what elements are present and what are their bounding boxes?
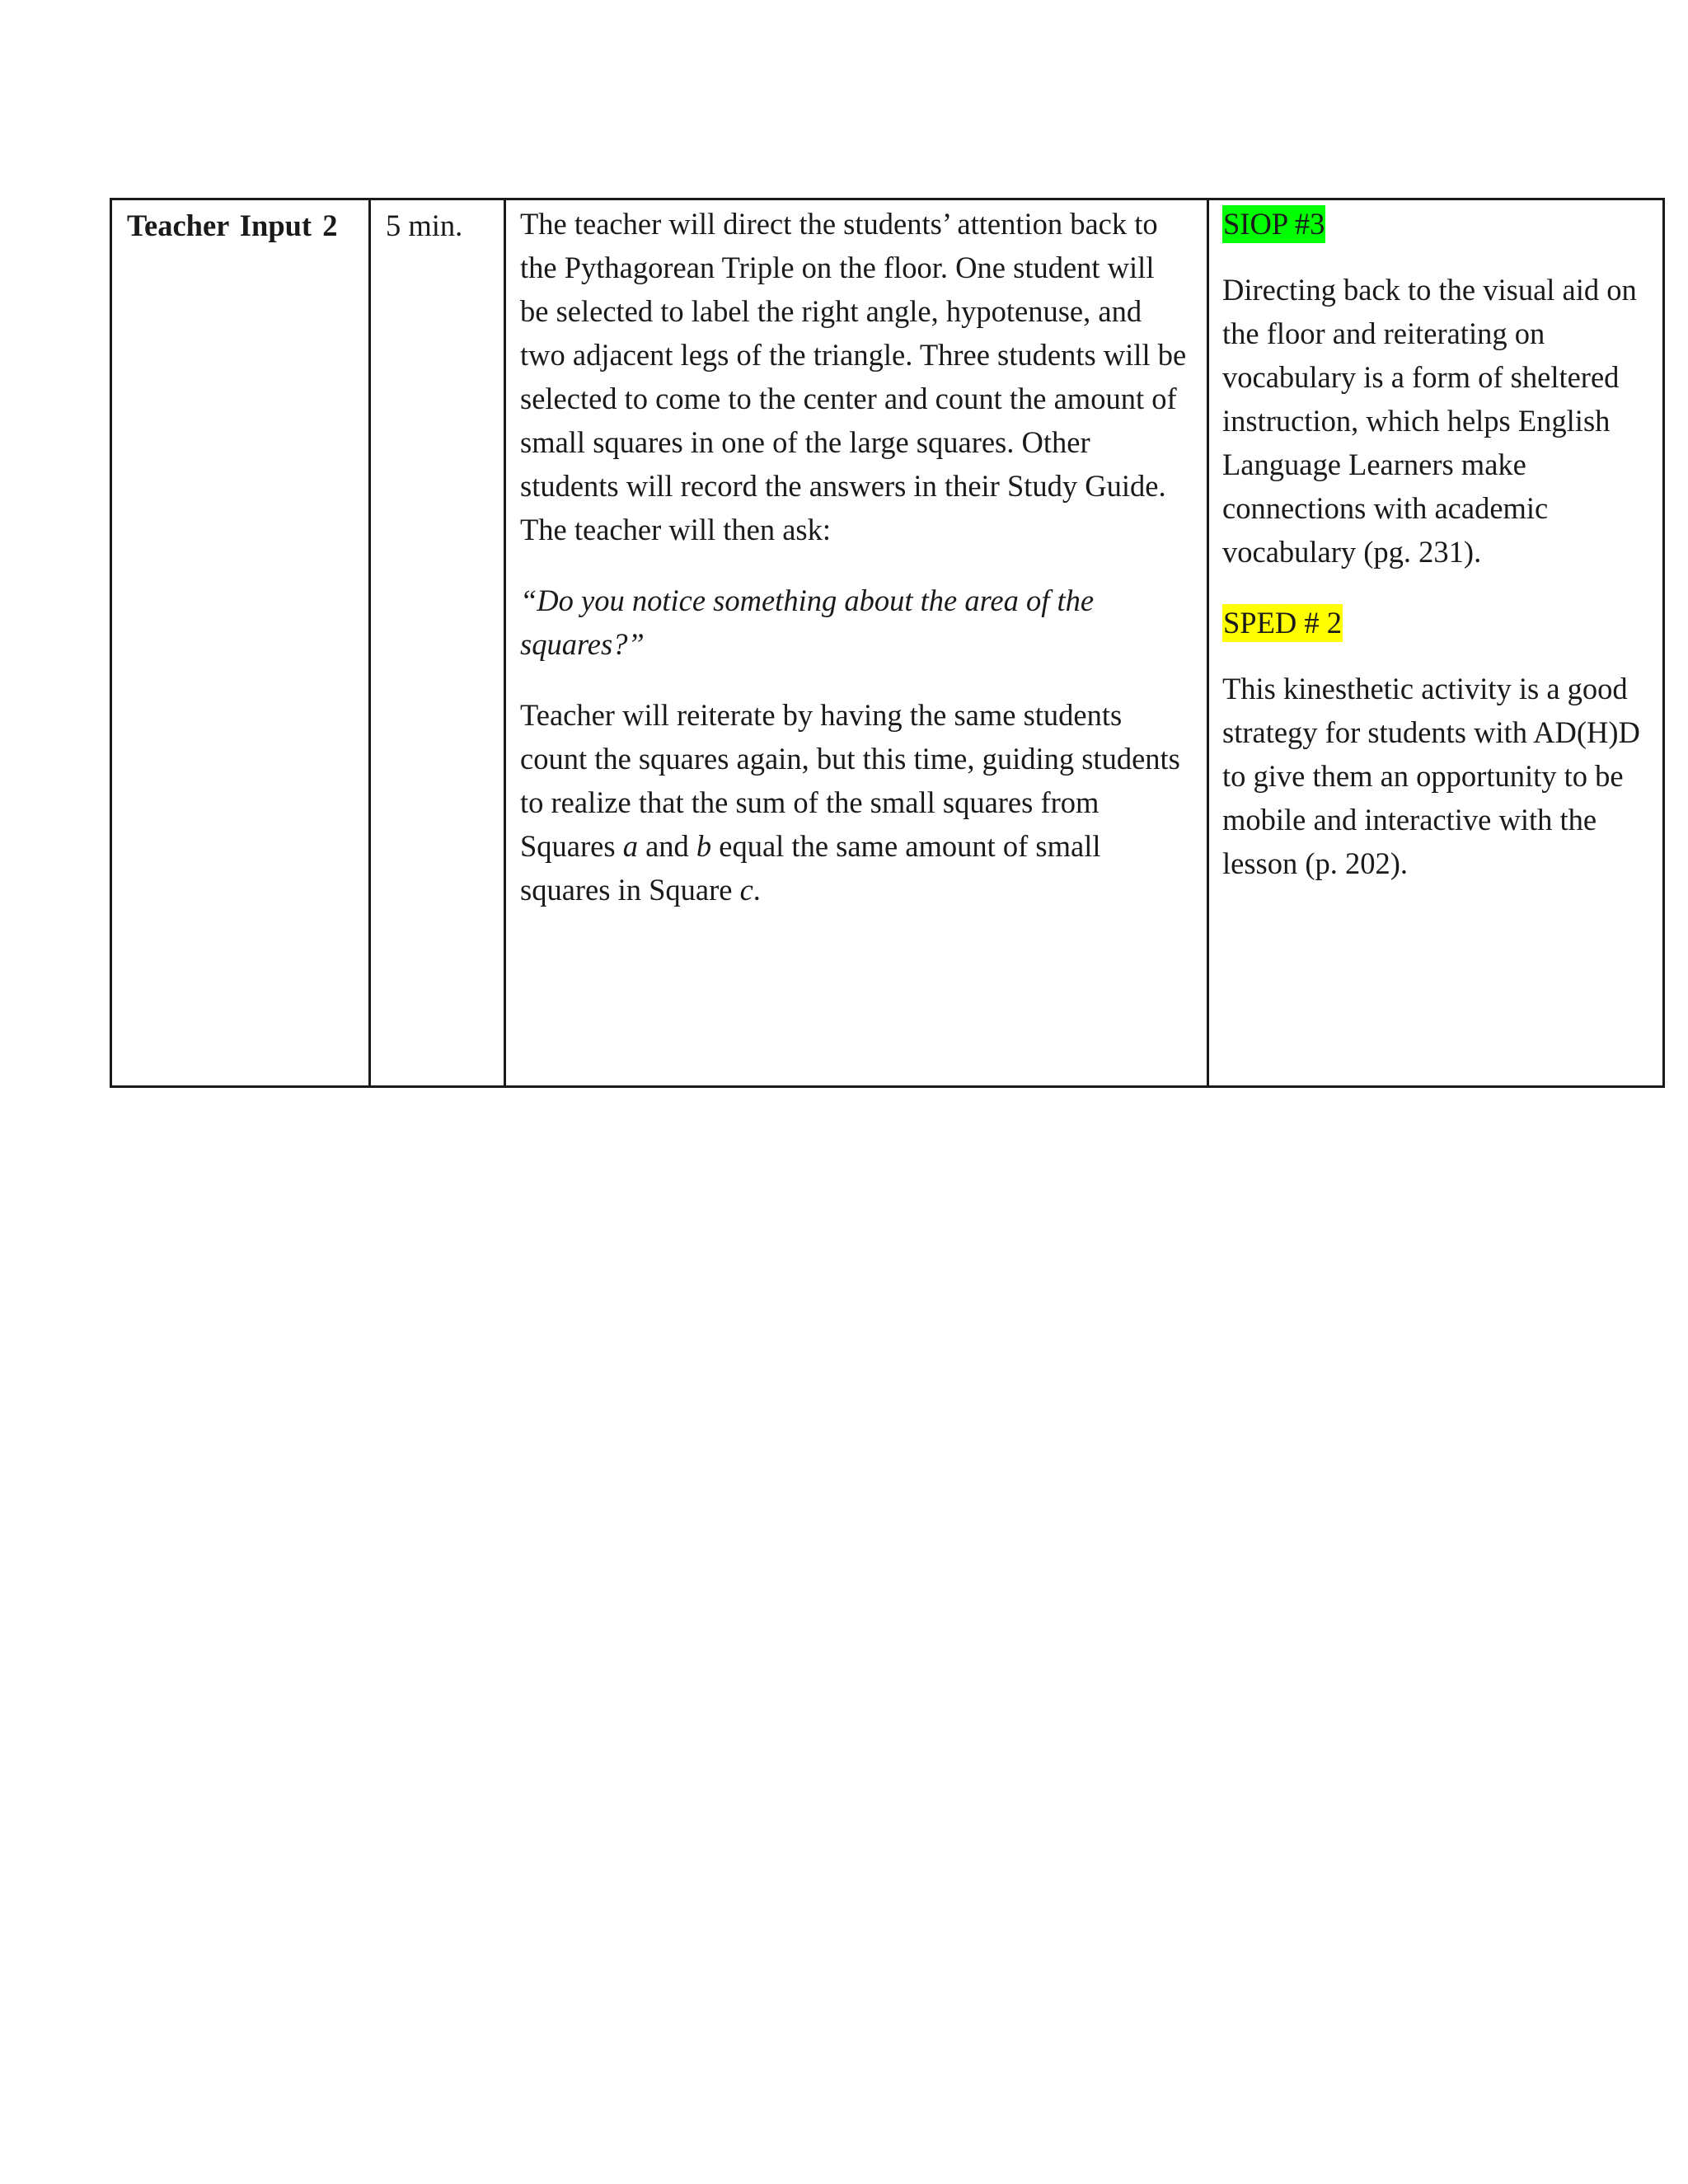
activity-paragraph: The teacher will direct the students’ attention back to the Pythagorean Triple on the floor. One student will be selected to label the right angle, hypotenuse, and two adjacent legs of the triangle. Three students will be selected to come to the center and count the amount of small squares in one of the large squares. Other students will record the answers in their Study Guide. The teacher will then ask: <box>520 207 1187 546</box>
lesson-plan-table <box>110 198 1665 1088</box>
activity-paragraph-reiterate <box>520 693 1189 912</box>
notes-cell <box>1208 199 1664 1087</box>
siop-tag: SIOP #3 <box>1222 205 1325 243</box>
time-cell <box>370 199 505 1087</box>
variable-c: c <box>739 873 753 907</box>
table-row <box>111 199 1664 1087</box>
variable-a: a <box>622 829 638 863</box>
and-text: and <box>637 829 696 863</box>
reiterate-text-part2: equal the same amount of small squares in Square <box>520 829 1101 907</box>
siop-note: Directing back to the visual aid on the floor and reiterating on vocabulary is a form of sheltered instruction, which helps English Language Learners make connections with academic vocabulary (pg. 231). <box>1222 273 1637 569</box>
sped-tag: SPED # 2 <box>1222 604 1343 642</box>
activity-quote: “Do you notice something about the area of the squares?” <box>520 583 1095 661</box>
activity-cell <box>505 199 1208 1087</box>
reiterate-text-part1: Teacher will reiterate by having the same students count the squares again, but this time, guiding students to realize that the sum of the small squares from Squares <box>520 698 1180 863</box>
sped-note: This kinesthetic activity is a good strategy for students with AD(H)D to give them an opportunity to be mobile and interactive with the lesson (p. 202). <box>1222 672 1640 880</box>
period-text: . <box>753 873 761 907</box>
phase-title: Teacher Input 2 <box>127 209 338 242</box>
variable-b: b <box>696 829 712 863</box>
phase-cell <box>111 199 370 1087</box>
time-value: 5 min. <box>386 209 463 242</box>
